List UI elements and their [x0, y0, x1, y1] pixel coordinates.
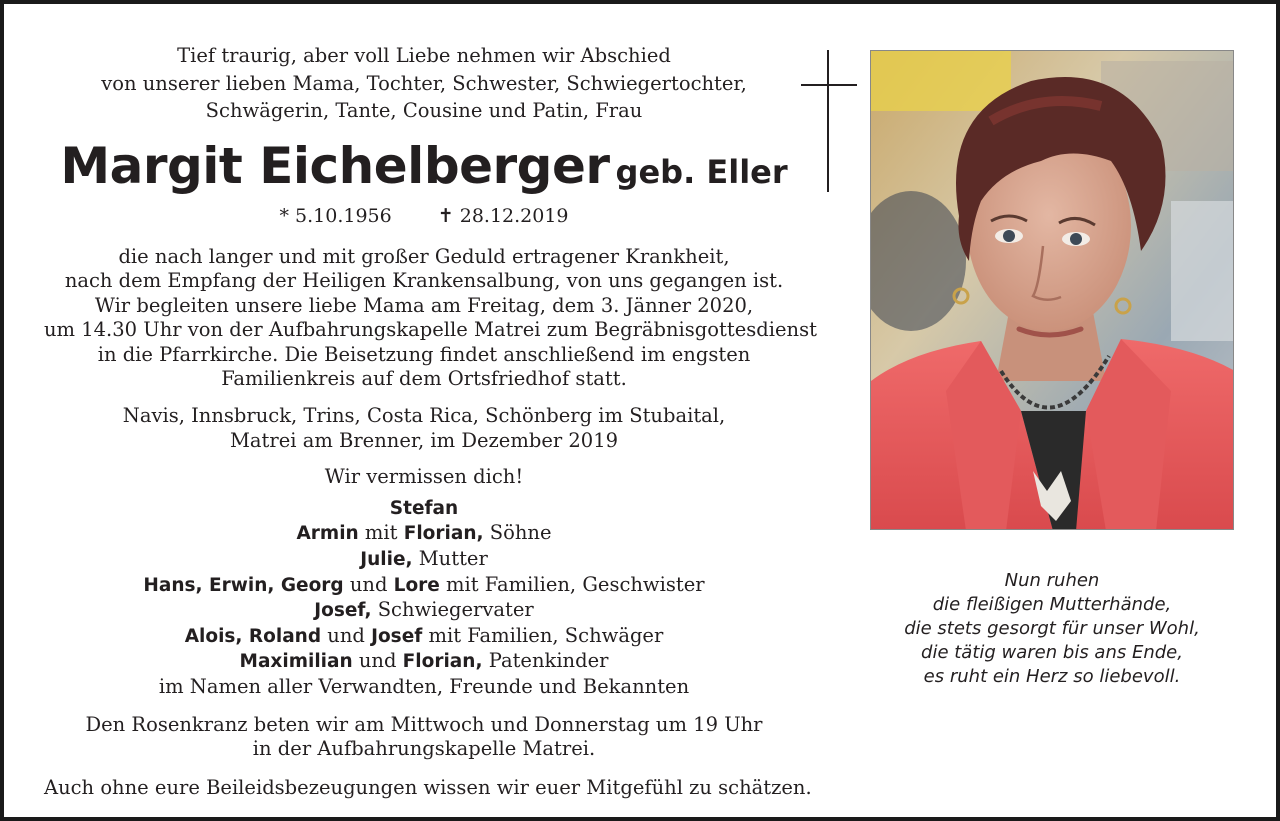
text-column [44, 42, 817, 800]
birth-date: * 5.10.1956 [279, 204, 392, 227]
mourner-name: Stefan [389, 497, 459, 519]
rosary-info [44, 713, 804, 762]
announcement-line: nach dem Empfang der Heiligen Krankensalbung, von uns gegangen ist. [64, 269, 784, 293]
family-row [44, 547, 804, 573]
poem-line: es ruht ein Herz so liebevoll. [923, 666, 1181, 687]
connector: und [352, 649, 403, 673]
poem-line: die stets gesorgt für unser Wohl, [904, 618, 1200, 639]
announcement-text [44, 244, 817, 393]
mourner-name: Lore [393, 574, 440, 596]
cross-icon [801, 50, 857, 192]
name-line [44, 137, 804, 203]
places-line: Navis, Innsbruck, Trins, Costa Rica, Schönberg im Stubaital, [122, 404, 726, 428]
deceased-name: Margit Eichelberger [60, 136, 610, 195]
family-row [44, 624, 804, 650]
family-row [44, 496, 804, 522]
mourner-name: Josef [371, 625, 423, 647]
family-row [44, 521, 804, 547]
mourner-name: Florian, [403, 523, 484, 545]
intro-line: Schwägerin, Tante, Cousine und Patin, Frau [205, 99, 643, 122]
portrait-photo [870, 50, 1234, 530]
mourner-name: Julie, [360, 549, 413, 571]
mourner-name: Armin [296, 523, 359, 545]
relation: mit Familien, Geschwister [439, 572, 705, 596]
intro-line: von unserer lieben Mama, Tochter, Schwester, Schwiegertochter, [101, 71, 747, 95]
memorial-poem [870, 569, 1234, 689]
connector: mit [358, 521, 404, 545]
miss-you-line: Wir vermissen dich! [324, 465, 524, 489]
mourner-name: Alois, Roland [184, 625, 322, 647]
relation: mit Familien, Schwäger [422, 623, 664, 647]
mourner-name: Josef, [314, 600, 372, 622]
rosary-line: in der Aufbahrungskapelle Matrei. [252, 737, 596, 761]
relation: Schwiegervater [371, 598, 534, 622]
announcement-line: Familienkreis auf dem Ortsfriedhof statt. [221, 367, 627, 391]
portrait-illustration [871, 51, 1234, 530]
poem-line: die fleißigen Mutterhände, [932, 594, 1172, 615]
connector: und [321, 623, 372, 647]
rosary-line: Den Rosenkranz beten wir am Mittwoch und Donnerstag um 19 Uhr [85, 712, 763, 736]
mourner-name: Maximilian [239, 651, 353, 673]
family-row [44, 598, 804, 624]
poem-line: Nun ruhen [1004, 570, 1100, 591]
poem-line: die tätig waren bis ans Ende, [921, 642, 1183, 663]
mourner-name: Florian, [402, 651, 483, 673]
maiden-name: geb. Eller [615, 152, 788, 191]
family-row: im Namen aller Verwandten, Freunde und Bekannten [158, 675, 690, 698]
announcement-line: um 14.30 Uhr von der Aufbahrungskapelle Matrei zum Begräbnisgottesdienst [44, 318, 817, 342]
intro-line: Tief traurig, aber voll Liebe nehmen wir Abschied [177, 44, 671, 67]
closing-note: Auch ohne eure Beileidsbezeugungen wissen wir euer Mitgefühl zu schätzen. [44, 775, 812, 799]
relation: Patenkinder [482, 649, 609, 673]
relation: Mutter [412, 547, 488, 571]
relation: Söhne [483, 521, 552, 545]
family-row [44, 649, 804, 675]
life-dates [44, 205, 804, 233]
death-date: ✝ 28.12.2019 [437, 204, 569, 227]
family-row [44, 573, 804, 599]
connector: und [343, 572, 394, 596]
family-list [44, 496, 804, 700]
intro [44, 42, 804, 125]
places-line: Matrei am Brenner, im Dezember 2019 [229, 428, 619, 452]
places-date [44, 404, 804, 453]
announcement-line: in die Pfarrkirche. Die Beisetzung findet anschließend im engsten [97, 342, 751, 366]
mourner-name: Hans, Erwin, Georg [143, 574, 344, 596]
announcement-line: Wir begleiten unsere liebe Mama am Freitag, dem 3. Jänner 2020, [94, 293, 754, 317]
announcement-line: die nach langer und mit großer Geduld ertragener Krankheit, [118, 244, 730, 268]
